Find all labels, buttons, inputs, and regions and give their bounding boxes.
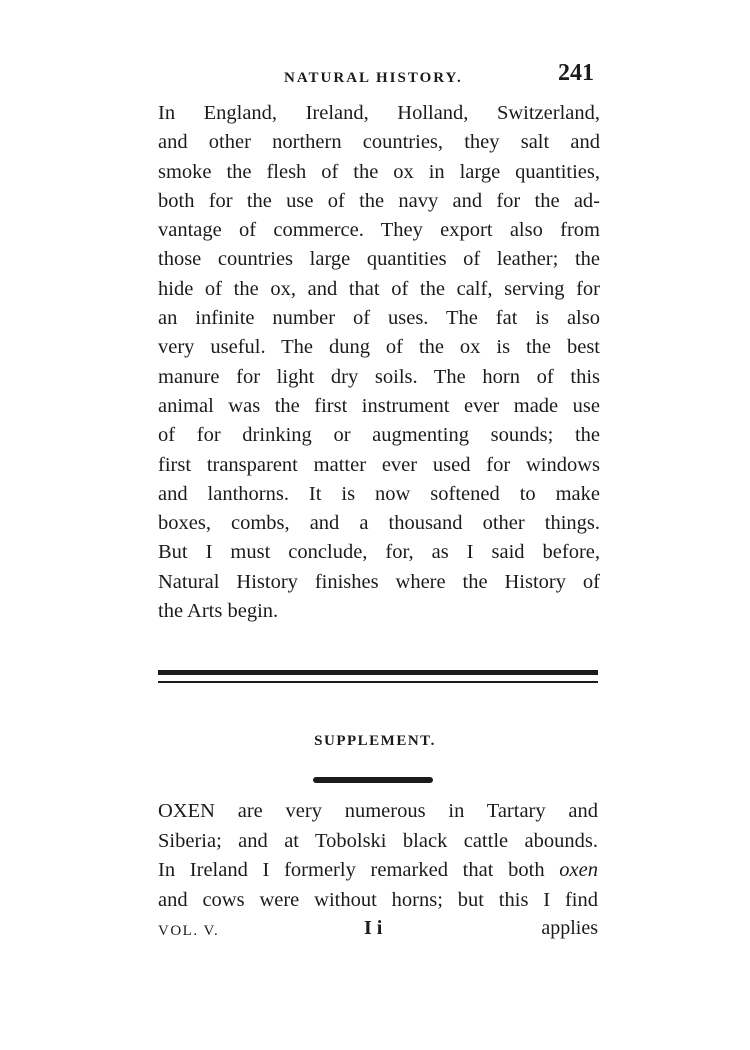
text-line: very useful. The dung of the ox is the best bbox=[158, 336, 600, 359]
text-line: In England, Ireland, Holland, Switzerland, bbox=[158, 102, 600, 124]
text-line: both for the use of the navy and for the ad- bbox=[158, 189, 600, 212]
catchword: applies bbox=[541, 917, 598, 939]
text-line: vantage of commerce. They export also from bbox=[158, 219, 600, 242]
text-line: smoke the flesh of the ox in large quantities, bbox=[158, 160, 600, 183]
text-segment: In Ireland I formerly remarked that both bbox=[158, 859, 560, 881]
supplement-paragraph bbox=[158, 797, 598, 915]
text-line: those countries large quantities of leather; the bbox=[158, 248, 600, 271]
heading-ornament-rule bbox=[313, 777, 433, 783]
text-line: Natural History finishes where the History of bbox=[158, 570, 600, 593]
text-line: But I must conclude, for, as I said before, bbox=[158, 541, 600, 564]
italic-word: oxen bbox=[559, 859, 598, 881]
text-line: first transparent matter ever used for windows bbox=[158, 453, 600, 476]
main-paragraph bbox=[158, 99, 600, 626]
section-divider-thick bbox=[158, 670, 598, 675]
text-line: Siberia; and at Tobolski black cattle abounds. bbox=[158, 829, 598, 852]
text-line: and cows were without horns; but this I find bbox=[158, 888, 598, 911]
signature-mark: I i bbox=[364, 917, 383, 939]
text-line: and other northern countries, they salt and bbox=[158, 131, 600, 154]
running-head: NATURAL HISTORY. bbox=[284, 70, 463, 86]
text-line: animal was the first instrument ever made use bbox=[158, 394, 600, 417]
supplement-heading: SUPPLEMENT. bbox=[314, 733, 436, 749]
text-line: boxes, combs, and a thousand other things. bbox=[158, 512, 600, 535]
text-line: the Arts begin. bbox=[158, 600, 279, 623]
text-line: an infinite number of uses. The fat is also bbox=[158, 307, 600, 330]
text-line: hide of the ox, and that of the calf, serving for bbox=[158, 277, 600, 300]
text-line bbox=[158, 856, 598, 886]
text-line: of for drinking or augmenting sounds; the bbox=[158, 424, 600, 447]
text-line: OXEN are very numerous in Tartary and bbox=[158, 800, 598, 822]
section-divider-thin bbox=[158, 681, 598, 683]
volume-signature: VOL. V. bbox=[158, 923, 220, 939]
page-number: 241 bbox=[558, 60, 594, 86]
text-line: and lanthorns. It is now softened to make bbox=[158, 482, 600, 505]
text-line: manure for light dry soils. The horn of this bbox=[158, 365, 600, 388]
